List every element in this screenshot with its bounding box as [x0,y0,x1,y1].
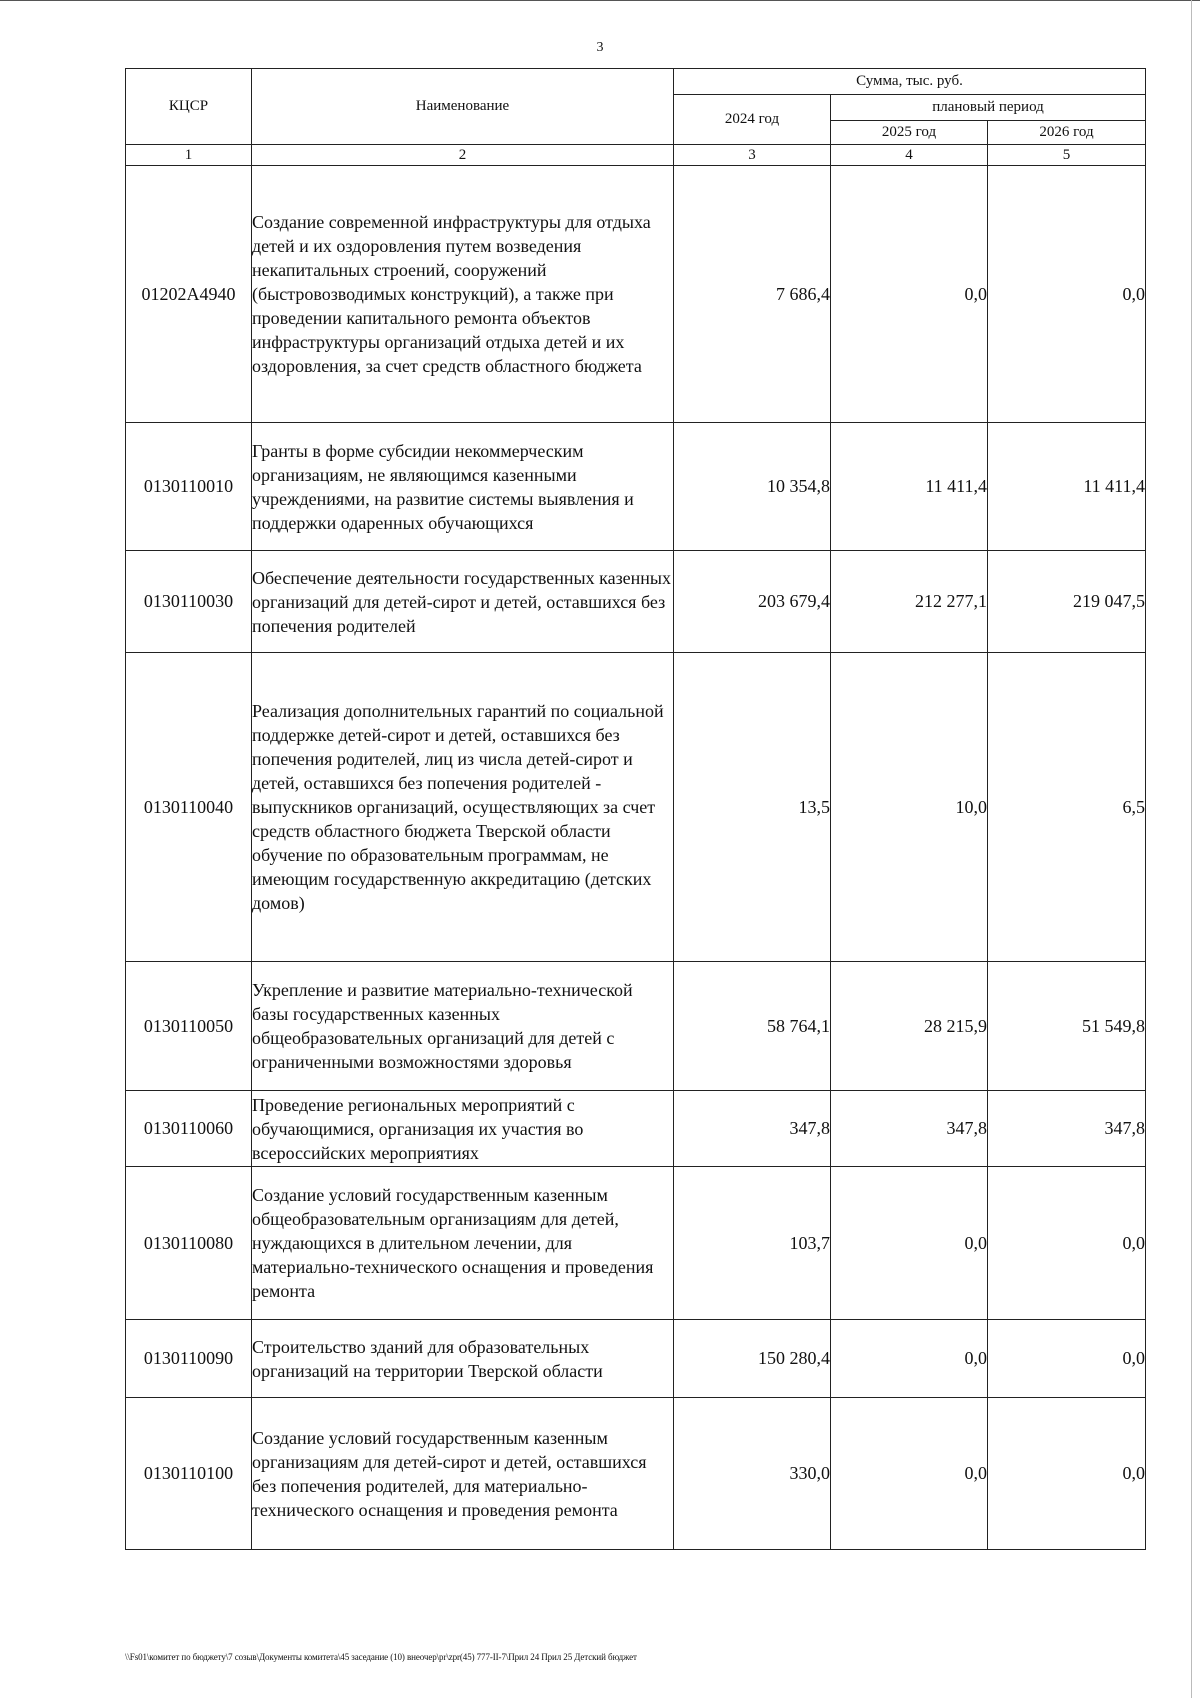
table-header [126,69,1146,166]
file-path-footer: \\Fs01\комитет по бюджету\7 созыв\Документы комитета\45 заседание (10) внеочер\pr\zpr(45) 777-II-7\Прил 24 Прил 25 Детский бюджет [125,1652,637,1662]
row-name: Создание условий государственным казенным организациям для детей-сирот и детей, оставшихся без попечения родителей, для материально-технического оснащения и проведения ремонта [252,1398,674,1550]
row-value-2024: 347,8 [674,1091,831,1167]
header-year-2024: 2024 год [674,95,831,145]
row-code: 0130110040 [126,653,252,962]
row-value-2025: 10,0 [831,653,988,962]
row-value-2024: 330,0 [674,1398,831,1550]
budget-table [125,68,1146,1550]
page-number: 3 [596,40,604,55]
column-number: 5 [988,145,1146,166]
header-planned-period: плановый период [831,95,1146,121]
row-code: 0130110010 [126,423,252,551]
table-row [126,551,1146,653]
row-code: 0130110090 [126,1320,252,1398]
table-row [126,1167,1146,1320]
row-value-2026: 0,0 [988,1398,1146,1550]
row-value-2024: 203 679,4 [674,551,831,653]
header-code: КЦСР [126,69,252,145]
scan-top-edge [0,0,1200,5]
row-name: Реализация дополнительных гарантий по социальной поддержке детей-сирот и детей, оставшихся без попечения родителей, лиц из числа детей-сирот и детей, оставшихся без попечения родителей - выпускников организаций, осуществляющих за счет средств областного бюджета Тверской области обучение по образовательным программам, не имеющим государственную аккредитацию (детских домов) [252,653,674,962]
table-row [126,423,1146,551]
row-name: Укрепление и развитие материально-технической базы государственных казенных общеобразовательных организаций для детей с ограниченными возможностями здоровья [252,962,674,1091]
row-value-2025: 0,0 [831,1320,988,1398]
row-value-2026: 219 047,5 [988,551,1146,653]
row-code: 01202A4940 [126,166,252,423]
row-code: 0130110060 [126,1091,252,1167]
row-name: Создание современной инфраструктуры для отдыха детей и их оздоровления путем возведения некапитальных строений, сооружений (быстровозводимых конструкций), а также при проведении капитального ремонта объектов инфраструктуры организаций отдыха детей и их оздоровления, за счет средств областного бюджета [252,166,674,423]
table-row [126,1398,1146,1550]
scan-right-edge [1191,0,1192,1698]
row-name: Строительство зданий для образовательных организаций на территории Тверской области [252,1320,674,1398]
row-code: 0130110100 [126,1398,252,1550]
row-value-2025: 11 411,4 [831,423,988,551]
table-row [126,653,1146,962]
row-value-2026: 6,5 [988,653,1146,962]
column-number: 3 [674,145,831,166]
row-value-2025: 347,8 [831,1091,988,1167]
row-value-2024: 150 280,4 [674,1320,831,1398]
row-value-2024: 7 686,4 [674,166,831,423]
row-code: 0130110030 [126,551,252,653]
column-number: 4 [831,145,988,166]
row-value-2026: 0,0 [988,1320,1146,1398]
row-value-2026: 347,8 [988,1091,1146,1167]
column-number: 1 [126,145,252,166]
table-row [126,1320,1146,1398]
row-value-2024: 13,5 [674,653,831,962]
row-value-2026: 0,0 [988,166,1146,423]
row-value-2024: 58 764,1 [674,962,831,1091]
row-code: 0130110080 [126,1167,252,1320]
row-name: Гранты в форме субсидии некоммерческим организациям, не являющимся казенными учреждениями, на развитие системы выявления и поддержки одаренных обучающихся [252,423,674,551]
header-name: Наименование [252,69,674,145]
row-value-2026: 0,0 [988,1167,1146,1320]
row-code: 0130110050 [126,962,252,1091]
row-value-2025: 212 277,1 [831,551,988,653]
row-value-2024: 103,7 [674,1167,831,1320]
header-year-2025: 2025 год [831,121,988,145]
row-name: Создание условий государственным казенным общеобразовательным организациям для детей, нуждающихся в длительном лечении, для материально-технического оснащения и проведения ремонта [252,1167,674,1320]
table-row [126,1091,1146,1167]
row-value-2024: 10 354,8 [674,423,831,551]
row-value-2025: 28 215,9 [831,962,988,1091]
header-sum: Сумма, тыс. руб. [674,69,1146,95]
row-name: Проведение региональных мероприятий с обучающимися, организация их участия во всероссийских мероприятиях [252,1091,674,1167]
row-value-2025: 0,0 [831,1167,988,1320]
row-value-2026: 51 549,8 [988,962,1146,1091]
row-value-2025: 0,0 [831,1398,988,1550]
table-row [126,166,1146,423]
column-number: 2 [252,145,674,166]
row-value-2025: 0,0 [831,166,988,423]
header-year-2026: 2026 год [988,121,1146,145]
table-row [126,962,1146,1091]
row-name: Обеспечение деятельности государственных казенных организаций для детей-сирот и детей, оставшихся без попечения родителей [252,551,674,653]
row-value-2026: 11 411,4 [988,423,1146,551]
